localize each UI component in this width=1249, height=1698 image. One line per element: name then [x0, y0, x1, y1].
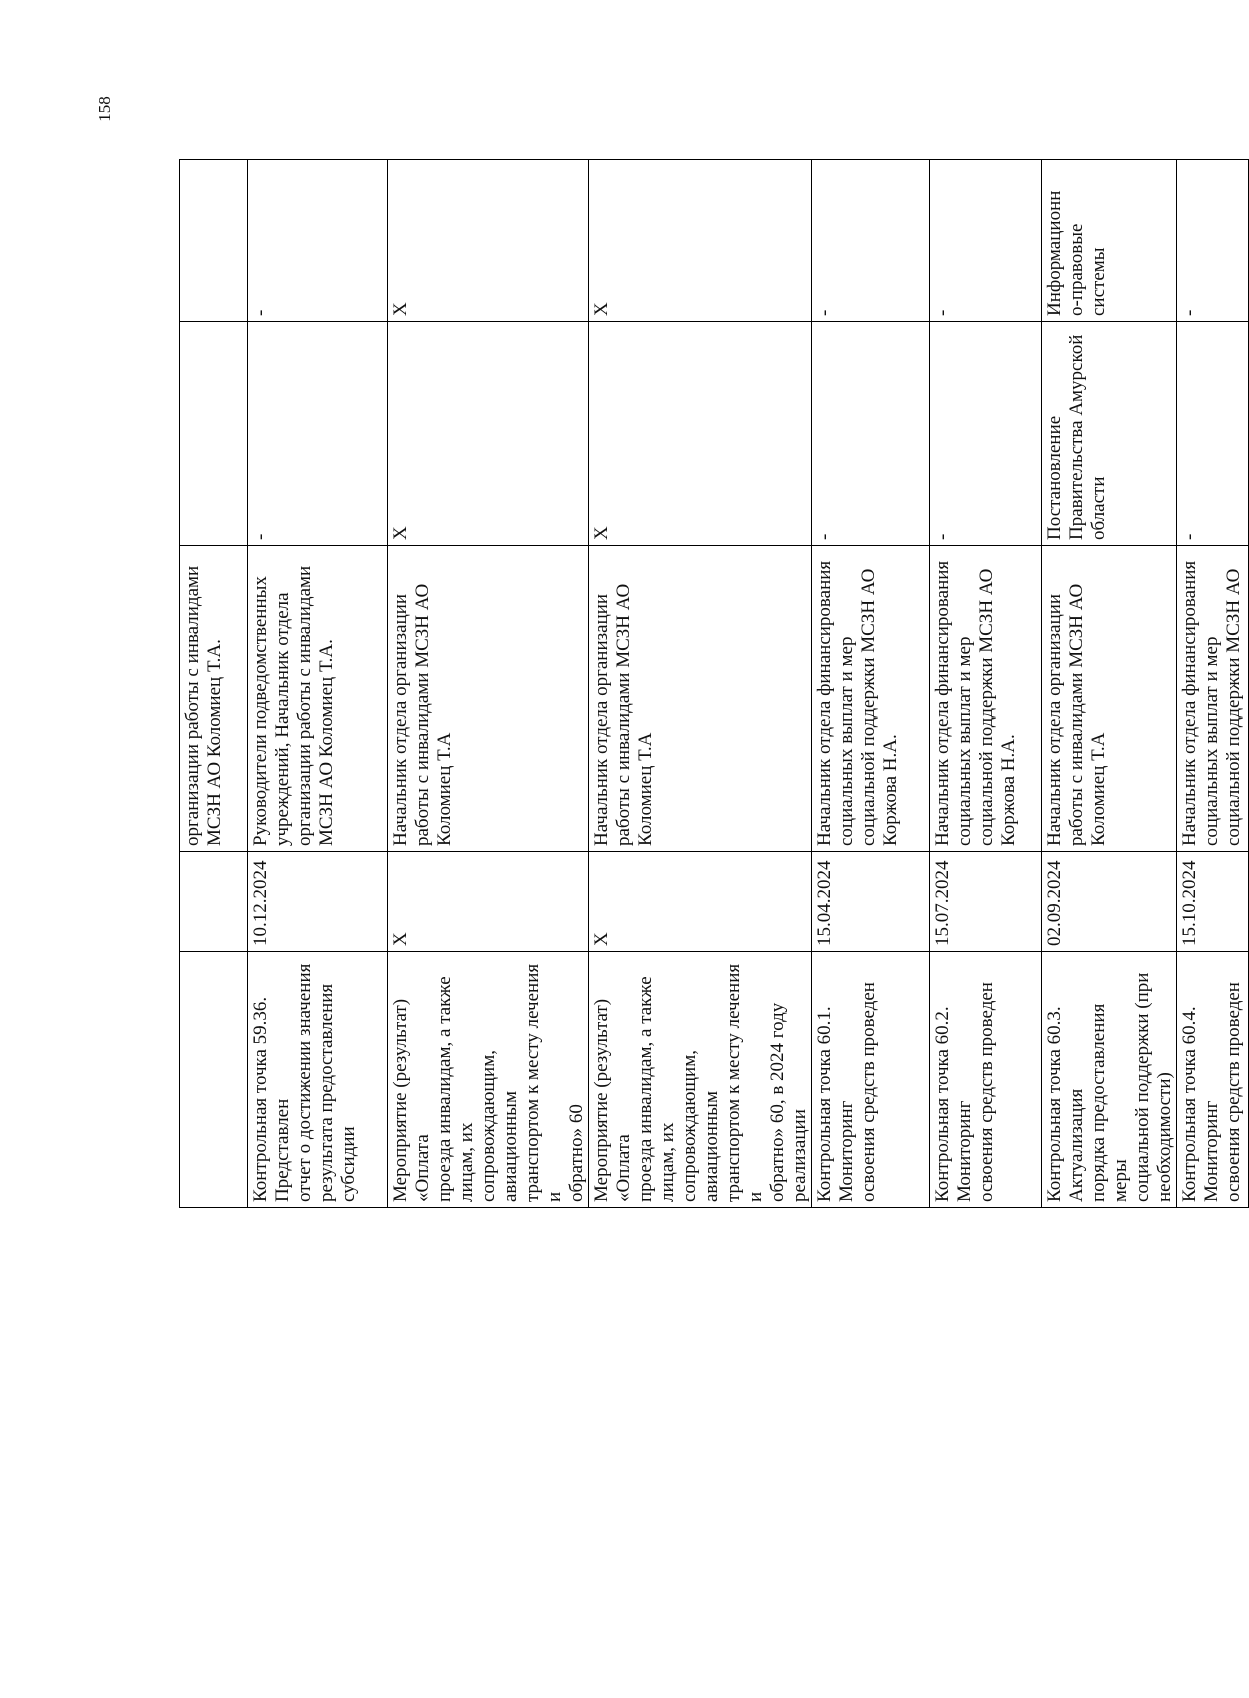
- table-row: [388, 160, 589, 1208]
- cell-name: Контрольная точка 60.4. Мониторинг освоения средств проведен: [1177, 952, 1249, 1208]
- cell-responsible: Начальник отдела финансирования социальных выплат и мер социальной поддержки МСЗН АО: [1177, 546, 1249, 852]
- cell-document: -: [1177, 322, 1249, 546]
- cell-date: X: [388, 852, 589, 952]
- page-number: 158: [95, 96, 114, 122]
- cell-system: -: [1177, 160, 1249, 322]
- cell-name: Контрольная точка 60.2. Мониторинг освоения средств проведен: [930, 952, 1042, 1208]
- table-row: [812, 160, 930, 1208]
- cell-responsible: Начальник отдела организации работы с инвалидами МСЗН АО Коломиец Т.А: [589, 546, 812, 852]
- cell-name: [180, 952, 248, 1208]
- cell-document: X: [589, 322, 812, 546]
- cell-responsible: Руководители подведомственных учреждений, Начальник отдела организации работы с инвалидами МСЗН АО Коломиец Т.А.: [248, 546, 388, 852]
- cell-system: Информационн о-правовые системы: [1042, 160, 1177, 322]
- cell-date: 02.09.2024: [1042, 852, 1177, 952]
- cell-name: Контрольная точка 59.36. Представлен отчет о достижении значения результата предоставления субсидии: [248, 952, 388, 1208]
- cell-date: [180, 852, 248, 952]
- cell-responsible: Начальник отдела финансирования социальных выплат и мер социальной поддержки МСЗН АО Коржова Н.А.: [930, 546, 1042, 852]
- cell-responsible: Начальник отдела организации работы с инвалидами МСЗН АО Коломиец Т.А: [388, 546, 589, 852]
- cell-system: X: [388, 160, 589, 322]
- cell-document: X: [388, 322, 589, 546]
- cell-system: -: [930, 160, 1042, 322]
- cell-date: X: [589, 852, 812, 952]
- cell-system: -: [248, 160, 388, 322]
- cell-responsible: Начальник отдела финансирования социальных выплат и мер социальной поддержки МСЗН АО Коржова Н.А.: [812, 546, 930, 852]
- cell-system: -: [812, 160, 930, 322]
- cell-responsible: Начальник отдела организации работы с инвалидами МСЗН АО Коломиец Т.А: [1042, 546, 1177, 852]
- cell-name: Мероприятие (результат) «Оплата проезда инвалидам, а также лицам, их сопровождающим, авиационным транспортом к месту лечения и обратно» 60, в 2024 году реализации: [589, 952, 812, 1208]
- cell-system: [180, 160, 248, 322]
- cell-system: X: [589, 160, 812, 322]
- table-row: [248, 160, 388, 1208]
- cell-name: Контрольная точка 60.1. Мониторинг освоения средств проведен: [812, 952, 930, 1208]
- cell-date: 10.12.2024: [248, 852, 388, 952]
- cell-document: -: [930, 322, 1042, 546]
- cell-responsible: организации работы с инвалидами МСЗН АО Коломиец Т.А.: [180, 546, 248, 852]
- table-row: [930, 160, 1042, 1208]
- cell-name: Контрольная точка 60.3. Актуализация порядка предоставления меры социальной поддержки (при необходимости): [1042, 952, 1177, 1208]
- table-row: [589, 160, 812, 1208]
- rotated-table-container: [179, 160, 1244, 1208]
- cell-document: -: [812, 322, 930, 546]
- table-row: [1042, 160, 1177, 1208]
- cell-document: [180, 322, 248, 546]
- cell-document: -: [248, 322, 388, 546]
- cell-date: 15.07.2024: [930, 852, 1042, 952]
- control-points-table: [179, 159, 1249, 1208]
- cell-date: 15.04.2024: [812, 852, 930, 952]
- table-row: [1177, 160, 1249, 1208]
- cell-document: Постановление Правительства Амурской области: [1042, 322, 1177, 546]
- cell-date: 15.10.2024: [1177, 852, 1249, 952]
- cell-name: Мероприятие (результат) «Оплата проезда инвалидам, а также лицам, их сопровождающим, авиационным транспортом к месту лечения и обратно» 60: [388, 952, 589, 1208]
- table-row: [180, 160, 248, 1208]
